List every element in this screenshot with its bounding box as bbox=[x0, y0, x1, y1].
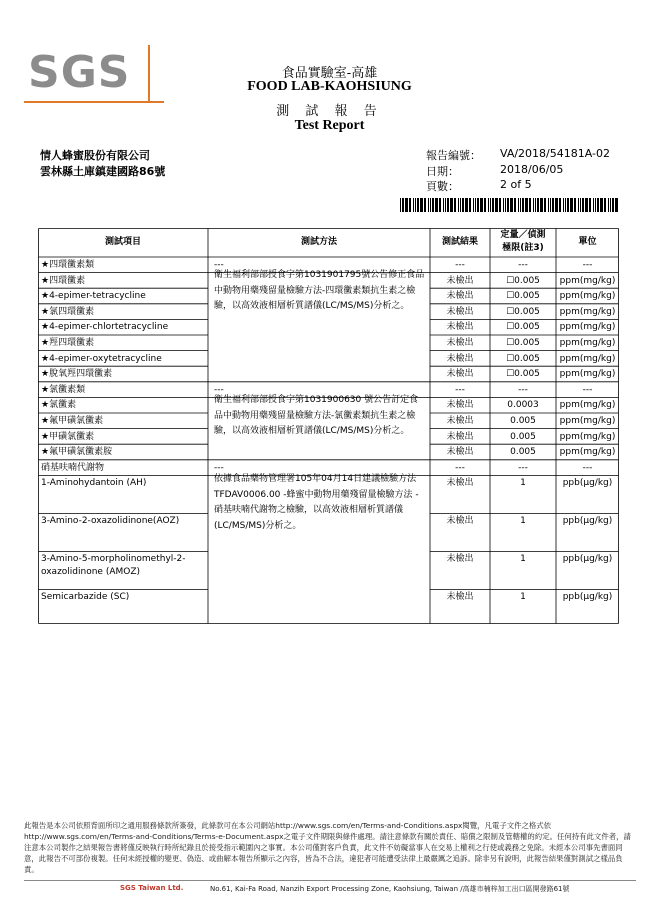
row-unit: ppm(mg/kg) bbox=[559, 322, 616, 333]
row-item: ★氟甲磺氯黴素 bbox=[41, 416, 104, 426]
barcode-bar bbox=[550, 198, 551, 212]
row-result: 未檢出 bbox=[446, 338, 474, 348]
row-limit: 0.0003 bbox=[507, 400, 539, 411]
barcode-bar bbox=[432, 198, 434, 212]
barcode-bar bbox=[582, 198, 584, 212]
row-result: 未檢出 bbox=[446, 416, 474, 426]
barcode-bar bbox=[477, 198, 479, 212]
row-item: 3-Amino-2-oxazolidinone(AOZ) bbox=[41, 516, 180, 527]
row-unit: ppm(mg/kg) bbox=[559, 447, 616, 458]
row-item: ★脫氧羥四環黴素 bbox=[41, 369, 113, 380]
row-item: 1-Aminohydantoin (AH) bbox=[41, 478, 147, 489]
barcode-bar bbox=[552, 198, 554, 212]
barcode-bar bbox=[544, 198, 546, 212]
row-limit: 0.005 bbox=[510, 431, 536, 442]
row-result: 未檢出 bbox=[446, 478, 474, 489]
barcode-bar bbox=[615, 198, 618, 212]
row-item: ★甲磺氯黴素 bbox=[41, 431, 95, 442]
logo-text: SGS bbox=[28, 47, 131, 98]
barcode-bar bbox=[600, 198, 603, 212]
barcode-bar bbox=[413, 198, 414, 212]
barcode bbox=[400, 198, 618, 212]
barcode-bar bbox=[507, 198, 509, 212]
header-limit-line2: 極限(註3) bbox=[502, 243, 544, 253]
row-unit: --- bbox=[582, 462, 593, 473]
row-item: ★氟甲磺氯黴素胺 bbox=[41, 447, 113, 458]
header-method: 測試方法 bbox=[300, 237, 337, 247]
barcode-bar bbox=[522, 198, 524, 212]
barcode-bar bbox=[555, 198, 558, 212]
report-title-en: Test Report bbox=[294, 118, 365, 133]
barcode-bar bbox=[610, 198, 611, 212]
row-unit: ppb(μg/kg) bbox=[562, 592, 613, 603]
footer-rule bbox=[24, 880, 636, 881]
page-value: 2 of 5 bbox=[500, 178, 532, 191]
row-item: ★羥四環黴素 bbox=[41, 338, 95, 348]
row-unit: ppb(μg/kg) bbox=[562, 478, 613, 489]
row-item: ★4-epimer-tetracycline bbox=[41, 291, 146, 302]
barcode-bar bbox=[589, 198, 591, 212]
barcode-bar bbox=[559, 198, 561, 212]
row-limit: ☐0.005 bbox=[506, 291, 540, 302]
barcode-bar bbox=[443, 198, 444, 212]
row-item: ★氯黴素類 bbox=[41, 384, 86, 395]
lab-name-cn: 食品實驗室-高雄 bbox=[281, 66, 378, 81]
row-item: ★4-epimer-oxytetracycline bbox=[41, 353, 162, 364]
row-item: ★氯四環黴素 bbox=[41, 306, 95, 317]
header-item: 測試項目 bbox=[104, 237, 141, 247]
row-unit: ppm(mg/kg) bbox=[559, 306, 616, 317]
barcode-bar bbox=[580, 198, 581, 212]
barcode-bar bbox=[597, 198, 599, 212]
barcode-bar bbox=[439, 198, 441, 212]
row-limit: ☐0.005 bbox=[506, 353, 540, 364]
method-tetracycline: 衛生福利部部授食字第1031901795號公告修正食品中動物用藥殘留量檢驗方法-四環黴素類抗生素之檢驗，以高效液相層析質譜儀(LC/MS/MS)分析之。 bbox=[214, 270, 425, 312]
barcode-bar bbox=[402, 198, 404, 212]
row-result: 未檢出 bbox=[446, 353, 474, 364]
barcode-bar bbox=[445, 198, 446, 212]
row-result: --- bbox=[455, 462, 465, 473]
barcode-bar bbox=[529, 198, 531, 212]
row-item: 3-Amino-5-morpholinomethyl-2- bbox=[41, 554, 186, 565]
report-title-cn: 測 試 報 告 bbox=[276, 104, 383, 119]
barcode-bar bbox=[585, 198, 588, 212]
row-limit: 0.005 bbox=[510, 416, 536, 426]
terms-disclaimer: 此報告是本公司依照背面所印之通用服務條款所簽發，此條款可在本公司網站http://www.sgs.com/en/Terms-and-Conditions.aspx閱覽，凡電子文件之格式依http://www.sgs.com/en/Terms-and-Conditions/Terms-e-Document.aspx之電子文件期限與條件處理。請注意條款有關於責任、賠償之限制及管轄權的約定。任何持有此文件者，請注意本公司製作之結果報告書將僅反映執行時所紀錄且於接受指示範圍內之事實。本公司僅對客戶負責，此文件不妨礙當事人在交易上權利之行使或義務之免除。未經本公司事先書面同意，此報告不可部份複製。任何未經授權的變更、偽造、或曲解本報告所顯示之內容，皆為不合法，違犯者可能遭受法律上最嚴厲之追訴。除非另有說明，此報告結果僅對測試之樣品負責。 bbox=[24, 821, 631, 874]
barcode-bar bbox=[415, 198, 416, 212]
barcode-bar bbox=[505, 198, 506, 212]
row-limit: 0.005 bbox=[510, 447, 536, 458]
row-unit: ppm(mg/kg) bbox=[559, 416, 616, 426]
row-result: 未檢出 bbox=[446, 447, 474, 458]
row-limit: 1 bbox=[520, 516, 526, 527]
row-unit: ppm(mg/kg) bbox=[559, 291, 616, 302]
page-label: 頁數： bbox=[426, 180, 459, 193]
row-result: 未檢出 bbox=[446, 592, 474, 603]
row-result: --- bbox=[455, 384, 465, 395]
row-result: 未檢出 bbox=[446, 516, 474, 527]
barcode-bar bbox=[462, 198, 464, 212]
report-number-label: 報告編號： bbox=[426, 149, 481, 162]
row-limit: ☐0.005 bbox=[506, 369, 540, 380]
barcode-bar bbox=[520, 198, 521, 212]
barcode-bar bbox=[567, 198, 569, 212]
row-unit: ppm(mg/kg) bbox=[559, 353, 616, 364]
row-limit: 1 bbox=[520, 478, 526, 489]
barcode-bar bbox=[548, 198, 549, 212]
date-label: 日期： bbox=[426, 165, 459, 178]
barcode-bar bbox=[533, 198, 534, 212]
row-limit: ☐0.005 bbox=[506, 338, 540, 348]
barcode-bar bbox=[514, 198, 516, 212]
method-chloramphenicol: 衛生福利部部授食字第1031900630 號公告訂定食品中動物用藥殘留量檢驗方法-氯黴素類抗生素之檢驗，以高效液相層析質譜儀(LC/MS/MS)分析之。 bbox=[214, 395, 419, 437]
barcode-bar bbox=[563, 198, 564, 212]
row-result: 未檢出 bbox=[446, 306, 474, 317]
row-limit: ☐0.005 bbox=[506, 306, 540, 317]
barcode-bar bbox=[595, 198, 596, 212]
barcode-bar bbox=[578, 198, 579, 212]
barcode-bar bbox=[503, 198, 504, 212]
barcode-bar bbox=[604, 198, 606, 212]
barcode-bar bbox=[450, 198, 453, 212]
barcode-bar bbox=[447, 198, 449, 212]
row-item: 硝基呋喃代謝物 bbox=[41, 462, 105, 473]
row-item: ★氯黴素 bbox=[41, 400, 77, 411]
row-method-placeholder: --- bbox=[214, 462, 224, 473]
footer-company: SGS Taiwan Ltd. bbox=[120, 884, 184, 892]
barcode-bar bbox=[570, 198, 573, 212]
row-limit: --- bbox=[518, 462, 528, 473]
barcode-bar bbox=[537, 198, 539, 212]
barcode-bar bbox=[490, 198, 491, 212]
client-address: 雲林縣土庫鎮建國路86號 bbox=[40, 165, 166, 178]
row-unit: --- bbox=[582, 384, 593, 395]
footer-address: No.61, Kai-Fa Road, Nanzih Export Processing Zone, Kaohsiung, Taiwan /高雄市楠梓加工出口區開發路61號 bbox=[210, 885, 570, 893]
date-value: 2018/06/05 bbox=[500, 163, 564, 176]
row-result: 未檢出 bbox=[446, 431, 474, 442]
row-unit: ppm(mg/kg) bbox=[559, 400, 616, 411]
barcode-bar bbox=[495, 198, 498, 212]
barcode-bar bbox=[405, 198, 408, 212]
barcode-bar bbox=[608, 198, 609, 212]
row-result: 未檢出 bbox=[446, 275, 474, 286]
report-number-value: VA/2018/54181A-02 bbox=[500, 147, 610, 160]
row-item: Semicarbazide (SC) bbox=[41, 592, 130, 603]
row-limit: --- bbox=[518, 384, 528, 395]
header-result: 測試結果 bbox=[441, 237, 478, 247]
row-item-continued: oxazolidinone (AMOZ) bbox=[41, 567, 141, 578]
row-unit: ppb(μg/kg) bbox=[562, 554, 613, 565]
header-unit: 單位 bbox=[578, 237, 597, 247]
barcode-bar bbox=[499, 198, 501, 212]
lab-name-en: FOOD LAB-KAOHSIUNG bbox=[247, 79, 412, 94]
barcode-bar bbox=[484, 198, 486, 212]
barcode-bar bbox=[612, 198, 614, 212]
row-limit: 1 bbox=[520, 554, 526, 565]
row-item: ★4-epimer-chlortetracycline bbox=[41, 322, 169, 333]
row-result: 未檢出 bbox=[446, 369, 474, 380]
barcode-bar bbox=[518, 198, 519, 212]
barcode-bar bbox=[488, 198, 489, 212]
row-result: 未檢出 bbox=[446, 554, 474, 565]
barcode-bar bbox=[424, 198, 426, 212]
barcode-bar bbox=[475, 198, 476, 212]
barcode-bar bbox=[409, 198, 411, 212]
barcode-bar bbox=[400, 198, 401, 212]
row-unit: ppm(mg/kg) bbox=[559, 431, 616, 442]
row-result: 未檢出 bbox=[446, 322, 474, 333]
barcode-bar bbox=[430, 198, 431, 212]
header-limit-line1: 定量／偵測 bbox=[500, 230, 546, 240]
row-limit: --- bbox=[518, 260, 528, 270]
row-item: ★四環黴素 bbox=[41, 275, 86, 286]
row-unit: ppb(μg/kg) bbox=[562, 516, 613, 527]
barcode-bar bbox=[525, 198, 528, 212]
barcode-bar bbox=[435, 198, 438, 212]
row-unit: --- bbox=[582, 260, 593, 270]
barcode-bar bbox=[492, 198, 494, 212]
row-item: ★四環黴素類 bbox=[41, 260, 95, 270]
row-result: 未檢出 bbox=[446, 400, 474, 411]
client-name: 情人蜂蜜股份有限公司 bbox=[40, 149, 150, 162]
method-nitrofuran: 依據食品藥物管理署105年04月14日建議檢驗方法TFDAV0006.00 -蜂蜜中動物用藥殘留量檢驗方法 - 硝基呋喃代謝物之檢驗，以高效液相層析質譜儀(LC/MS/MS)分析之。 bbox=[214, 474, 419, 531]
row-method-placeholder: --- bbox=[214, 260, 224, 270]
row-result: 未檢出 bbox=[446, 291, 474, 302]
row-limit: ☐0.005 bbox=[506, 322, 540, 333]
row-unit: ppm(mg/kg) bbox=[559, 369, 616, 380]
row-limit: ☐0.005 bbox=[506, 275, 540, 286]
barcode-bar bbox=[428, 198, 429, 212]
row-method-placeholder: --- bbox=[214, 384, 224, 395]
barcode-bar bbox=[535, 198, 536, 212]
barcode-bar bbox=[465, 198, 468, 212]
barcode-bar bbox=[473, 198, 474, 212]
barcode-bar bbox=[469, 198, 471, 212]
barcode-bar bbox=[460, 198, 461, 212]
barcode-bar bbox=[565, 198, 566, 212]
barcode-bar bbox=[574, 198, 576, 212]
barcode-bar bbox=[540, 198, 543, 212]
barcode-bar bbox=[417, 198, 419, 212]
barcode-bar bbox=[510, 198, 513, 212]
barcode-bar bbox=[480, 198, 483, 212]
barcode-bar bbox=[593, 198, 594, 212]
row-unit: ppm(mg/kg) bbox=[559, 275, 616, 286]
barcode-bar bbox=[420, 198, 423, 212]
barcode-bar bbox=[458, 198, 459, 212]
row-unit: ppm(mg/kg) bbox=[559, 338, 616, 348]
barcode-bar bbox=[454, 198, 456, 212]
row-limit: 1 bbox=[520, 592, 526, 603]
row-result: --- bbox=[455, 260, 465, 270]
